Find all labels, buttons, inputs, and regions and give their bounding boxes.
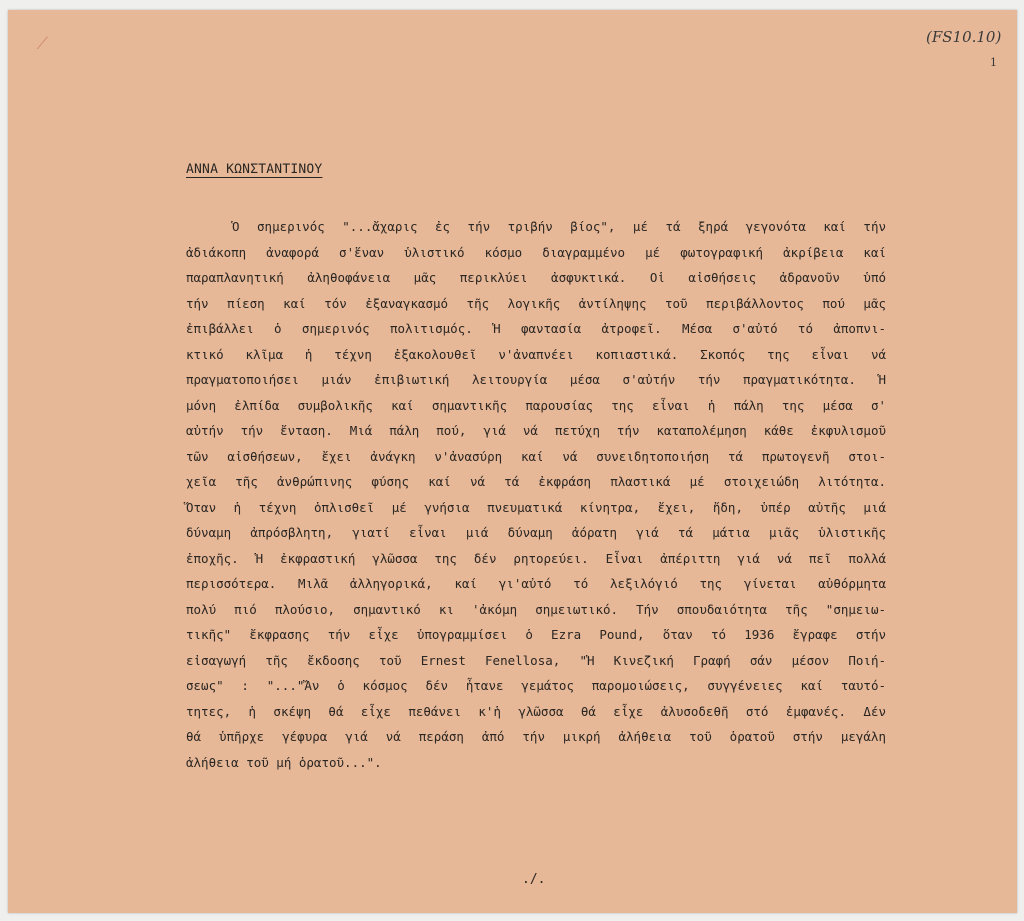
text-line: τήν πίεση καί τόν ἐξαναγκασμό τῆς λογικῆς ἀντίληψης τοῦ περιβάλλοντος πού μᾶς <box>186 295 886 311</box>
text-line: περισσότερα. Μιλᾶ ἀλληγορικά, καί γι'αὐτό τό λεξιλόγιό της γίνεται αὐθόρμητα <box>186 576 886 591</box>
text-line: Ὁ σημερινός "...ἄχαρις ἐς τήν τριβήν βίος", μέ τά ξηρά γεγονότα καί τήν <box>232 219 886 234</box>
text-line: σεως" : "..."Ἄν ὁ κόσμος δέν ἦτανε γεμάτος παρομοιώσεις, συγγένειες καί ταυτό- <box>186 678 886 693</box>
text-line: ἐπιβάλλει ὁ σημερινός πολιτισμός. Ἡ φαντασία ἀτροφεῖ. Μέσα σ'αὐτό τό ἀποπνι- <box>186 321 886 336</box>
text-line: κτικό κλῖμα ἡ τέχνη ἐξακολουθεῖ ν'ἀναπνέει κοπιαστικά. Σκοπός της εἶναι νά <box>186 346 886 362</box>
text-line: ἐποχῆς. Ἡ ἐκφραστική γλῶσσα της δέν ρητορεύει. Εἶναι ἀπέριττη γιά νά πεῖ πολλά <box>186 550 886 566</box>
pencil-mark <box>37 36 60 59</box>
text-line: τητες, ἡ σκέψη θά εἶχε πεθάνει κ'ἡ γλῶσσα θά εἶχε ἀλυσοδεθῆ στό ἐμφανές. Δέν <box>186 703 886 719</box>
text-line: εἰσαγωγή τῆς ἔκδοσης τοῦ Ernest Fenellosa, "Ἡ Κινεζική Γραφή σάν μέσον Ποιή- <box>186 652 886 668</box>
text-line: παραπλανητική ἀληθοφάνεια μᾶς περικλύει ἀσφυκτικά. Οἱ αἰσθήσεις ἀδρανοῦν ὑπό <box>186 270 886 285</box>
typewritten-page <box>8 10 1017 913</box>
text-line: Ὅταν ἡ τέχνη ὁπλισθεῖ μέ γνήσια πνευματικά κίνητρα, ἔχει, ἤδη, ὑπέρ αὐτῆς μιά <box>186 499 886 515</box>
text-line: ἀδιάκοπη ἀναφορά σ'ἕναν ὑλιστικό κόσμο διαγραμμένο μέ φωτογραφική ἀκρίβεια καί <box>186 244 886 260</box>
body-text <box>186 214 886 775</box>
text-line: ἀλήθεια τοῦ μή ὁρατοῦ...". <box>186 754 382 770</box>
text-line: αὐτήν τήν ἔνταση. Μιά πάλη πού, γιά νά πετύχη τήν καταπολέμηση κάθε ἐκφυλισμοῦ <box>186 423 886 438</box>
page-continuation-mark: ./. <box>522 872 546 887</box>
text-line: τῶν αἰσθήσεων, ἔχει ἀνάγκη ν'ἀνασύρη καί νά συνειδητοποιήση τά πρωτογενῆ στοι- <box>186 448 886 464</box>
archive-reference-note: (FS10.10) <box>926 28 1002 46</box>
text-line: μόνη ἐλπίδα συμβολικῆς καί σημαντικῆς παρουσίας της εἶναι ἡ πάλη της μέσα σ' <box>186 397 886 413</box>
text-line: δύναμη ἀπρόσβλητη, γιατί εἶναι μιά δύναμη ἀόρατη γιά τά μάτια μιᾶς ὑλιστικῆς <box>186 525 886 540</box>
text-line: θά ὑπῆρχε γέφυρα γιά νά περάση ἀπό τήν μικρή ἀλήθεια τοῦ ὁρατοῦ στήν μεγάλη <box>186 729 886 744</box>
text-line: πολύ πιό πλούσιο, σημαντικό κι 'ἀκόμη σημειωτικό. Τήν σπουδαιότητα τῆς "σημειω- <box>186 601 886 617</box>
text-line: πραγματοποιήσει μιάν ἐπιβιωτική λειτουργία μέσα σ'αὐτήν τήν πραγματικότητα. Ἡ <box>186 372 886 387</box>
author-heading: ΑΝΝΑ ΚΩΝΣΤΑΝΤΙΝΟΥ <box>186 162 323 177</box>
archive-reference-subnumber: 1 <box>990 56 997 69</box>
text-line: τικῆς" ἔκφρασης τήν εἶχε ὑπογραμμίσει ὁ Ezra Pound, ὅταν τό 1936 ἔγραφε στήν <box>186 627 886 642</box>
text-line: χεῖα τῆς ἀνθρώπινης φύσης καί νά τά ἐκφράση πλαστικά μέ στοιχειώδη λιτότητα. <box>186 474 886 489</box>
